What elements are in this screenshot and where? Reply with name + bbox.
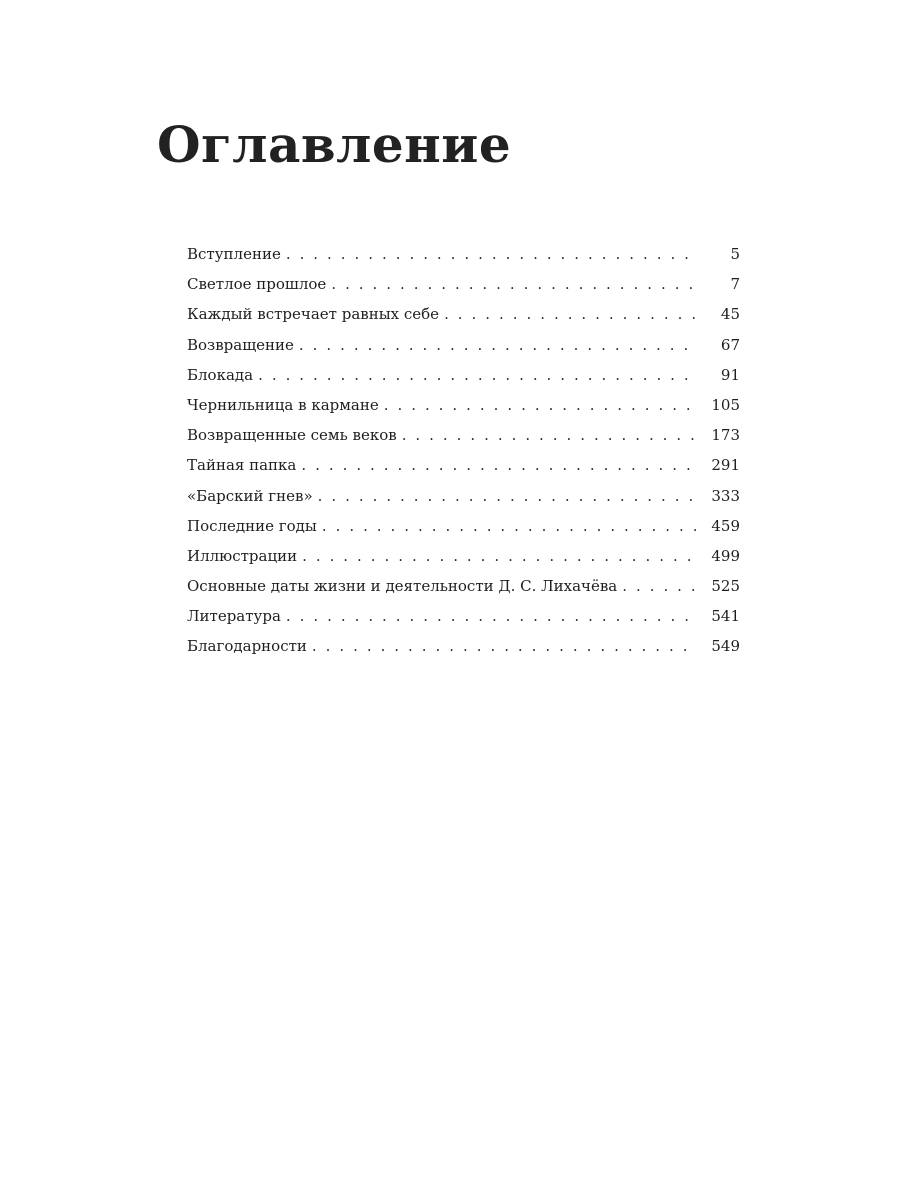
toc-entry [187, 299, 740, 329]
toc-entry [187, 420, 740, 450]
toc-entry [187, 511, 740, 541]
dot-leader [301, 450, 696, 480]
dot-leader [286, 239, 696, 269]
toc-entry-title: Литература [187, 607, 281, 626]
dot-leader [302, 541, 696, 571]
toc-entry [187, 390, 740, 420]
page-title: Оглавление [157, 115, 512, 174]
toc-entry-title: Основные даты жизни и деятельности Д. С. Лихачёва [187, 577, 618, 596]
toc-entry-title: Тайная папка [187, 456, 297, 475]
toc-entry-page-number: 105 [711, 395, 740, 414]
dot-leader [258, 360, 696, 390]
toc-entry-page-number: 45 [720, 305, 740, 324]
toc-entry [187, 601, 740, 631]
dot-leader [444, 299, 696, 329]
toc-entry [187, 481, 740, 511]
dot-leader [331, 269, 696, 299]
toc-entry-page-number: 173 [711, 426, 740, 445]
dot-leader [299, 330, 696, 360]
toc-entry-page-number: 7 [730, 275, 740, 294]
toc-entry-page-number: 459 [711, 516, 740, 535]
toc-entry-title: Каждый встречает равных себе [187, 305, 440, 324]
toc-entry-title: Блокада [187, 365, 254, 384]
toc-entry-title: Благодарности [187, 637, 307, 656]
toc-entry-page-number: 333 [711, 486, 740, 505]
toc-entry-page-number: 91 [720, 365, 740, 384]
toc-entry-title: «Барский гнев» [187, 486, 313, 505]
dot-leader [402, 420, 696, 450]
toc-entry-page-number: 291 [711, 456, 740, 475]
toc-entry-title: Вступление [187, 245, 281, 263]
toc-entry-page-number: 5 [730, 245, 740, 263]
toc-entry-page-number: 499 [711, 546, 740, 565]
toc-entry [187, 631, 740, 661]
toc-entry-page-number: 67 [720, 335, 740, 354]
toc-entry-title: Светлое прошлое [187, 275, 327, 294]
toc-entry [187, 571, 740, 601]
dot-leader [318, 481, 696, 511]
table-of-contents [187, 239, 740, 662]
dot-leader [384, 390, 696, 420]
toc-entry-title: Возвращение [187, 335, 294, 354]
dot-leader [286, 601, 696, 631]
dot-leader [622, 571, 696, 601]
toc-entry-title: Возвращенные семь веков [187, 426, 397, 445]
dot-leader [312, 631, 696, 661]
toc-entry [187, 450, 740, 480]
toc-entry [187, 360, 740, 390]
toc-entry [187, 330, 740, 360]
toc-entry-title: Чернильница в кармане [187, 395, 379, 414]
dot-leader [322, 511, 696, 541]
toc-entry [187, 541, 740, 571]
toc-entry [187, 269, 740, 299]
toc-entry-page-number: 549 [711, 637, 740, 656]
toc-entry-page-number: 525 [711, 577, 740, 596]
toc-entry-page-number: 541 [711, 607, 740, 626]
toc-entry [187, 239, 740, 269]
toc-entry-title: Последние годы [187, 516, 317, 535]
toc-entry-title: Иллюстрации [187, 546, 298, 565]
